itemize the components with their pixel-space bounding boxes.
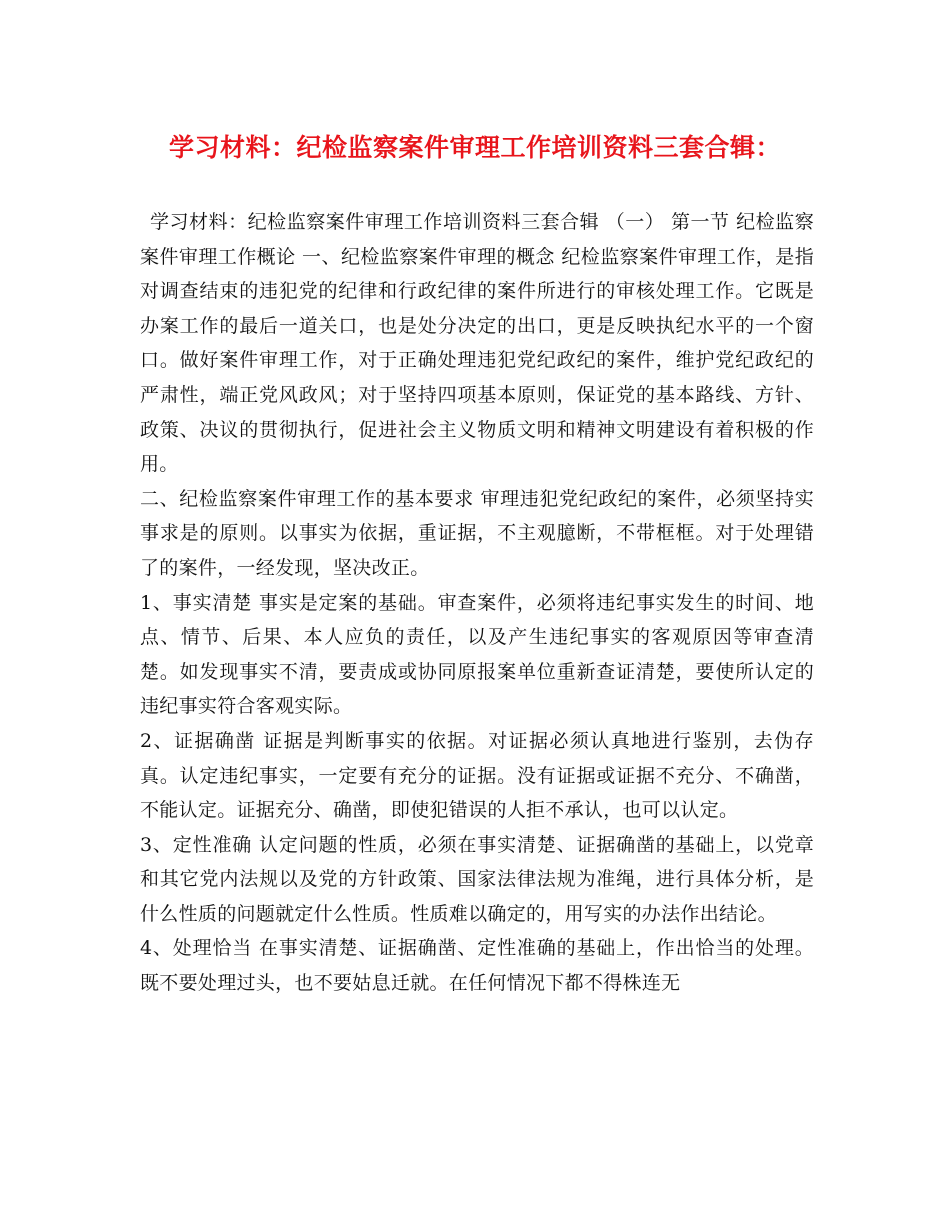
paragraph-accurate-characterization: 3、定性准确 认定问题的性质，必须在事实清楚、证据确凿的基础上，以党章和其它党内法规以及党的方针政策、国家法律法规为准绳，进行具体分析，是什么性质的问题就定什么性质。性质难以确定的，用写实的办法作出结论。 <box>140 833 814 925</box>
document-body <box>140 205 814 1001</box>
document-title: 学习材料：纪检监察案件审理工作培训资料三套合辑： <box>168 133 781 162</box>
paragraph-evidence-solid: 2、证据确凿 证据是判断事实的依据。对证据必须认真地进行鉴别，去伪存真。认定违纪事实，一定要有充分的证据。没有证据或证据不充分、不确凿，不能认定。证据充分、确凿，即使犯错误的人拒不承认，也可以认定。 <box>140 729 814 822</box>
paragraph-basic-requirements: 二、纪检监察案件审理工作的基本要求 审理违犯党纪政纪的案件，必须坚持实事求是的原则。以事实为依据，重证据，不主观臆断，不带框框。对于处理错了的案件，一经发现，坚决改正。 <box>140 487 814 579</box>
paragraph-facts-clear: 1、事实清楚 事实是定案的基础。审查案件，必须将违纪事实发生的时间、地点、情节、后果、本人应负的责任，以及产生违纪事实的客观原因等审查清楚。如发现事实不清，要责成或协同原报案单位重新查证清楚，要使所认定的违纪事实符合客观实际。 <box>140 591 814 718</box>
paragraph-appropriate-handling: 4、处理恰当 在事实清楚、证据确凿、定性准确的基础上，作出恰当的处理。既不要处理过头，也不要姑息迁就。在任何情况下都不得株连无 <box>140 937 814 995</box>
paragraph-intro: 学习材料：纪检监察案件审理工作培训资料三套合辑 （一） 第一节 纪检监察案件审理工作概论 一、纪检监察案件审理的概念 纪检监察案件审理工作，是指对调查结束的违犯党的纪律和行政纪律的案件所进行的审核处理工作。它既是办案工作的最后一道关口，也是处分决定的出口，更是反映执纪水平的一个窗口。做好案件审理工作，对于正确处理违犯党纪政纪的案件，维护党纪政纪的严肃性，端正党风政风；对于坚持四项基本原则，保证党的基本路线、方针、政策、决议的贯彻执行，促进社会主义物质文明和精神文明建设有着积极的作用。 <box>140 211 814 476</box>
